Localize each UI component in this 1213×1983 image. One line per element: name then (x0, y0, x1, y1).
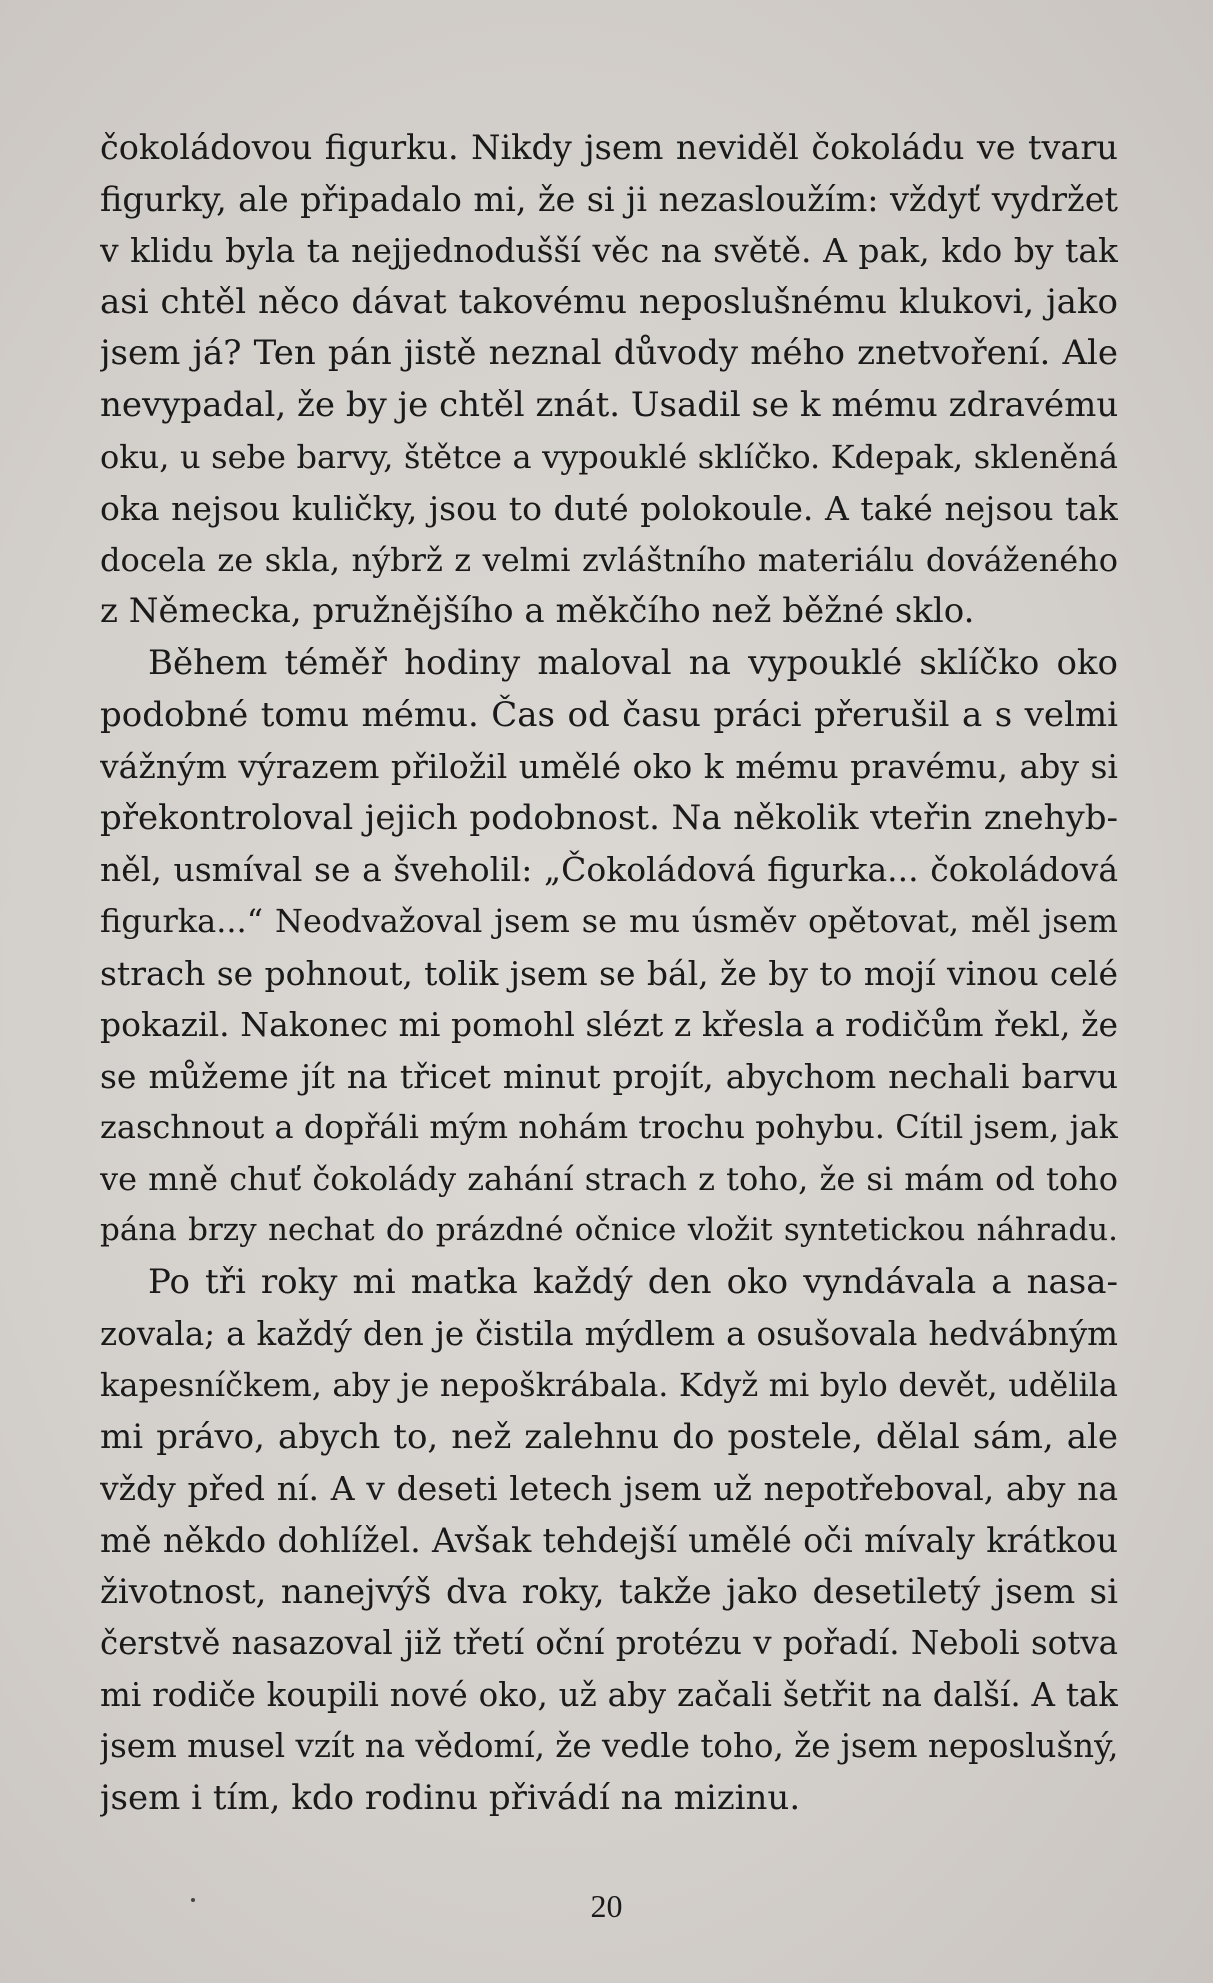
text-line: se můžeme jít na třicet minut projít, abychom nechali barvu (100, 1056, 1118, 1096)
text-line: vážným výrazem přiložil umělé oko k mému pravému, aby si (100, 747, 1118, 787)
text-line: oka nejsou kuličky, jsou to duté polokoule. A také nejsou tak (100, 489, 1118, 529)
text-line: čokoládovou figurku. Nikdy jsem neviděl čokoládu ve tvaru (100, 128, 1118, 167)
text-line: podobné tomu mému. Čas od času práci přerušil a s velmi (100, 694, 1118, 735)
page-number: 20 (590, 1888, 623, 1924)
text-line: pána brzy nechat do prázdné očnice vložit syntetickou náhradu. (100, 1212, 1118, 1249)
text-line: nevypadal, že by je chtěl znát. Usadil se k mému zdravému (100, 384, 1118, 425)
text-line: překontroloval jejich podobnost. Na několik vteřin znehyb- (100, 797, 1118, 838)
text-line: docela ze skla, nýbrž z velmi zvláštního materiálu dováženého (100, 540, 1118, 579)
text-line: asi chtěl něco dávat takovému neposlušnému klukovi, jako (100, 281, 1118, 322)
text-line: ve mně chuť čokolády zahání strach z toho, že si mám od toho (100, 1159, 1118, 1198)
text-line: Během téměř hodiny maloval na vypouklé sklíčko oko (148, 642, 1118, 683)
text-line: jsem já? Ten pán jistě neznal důvody mého znetvoření. Ale (100, 333, 1118, 374)
text-line: mě někdo dohlížel. Avšak tehdejší umělé oči mívaly krátkou (100, 1521, 1118, 1561)
text-line: oku, u sebe barvy, štětce a vypouklé sklíčko. Kdepak, skleněná (100, 437, 1118, 476)
text-line: mi právo, abych to, než zalehnu do postele, dělal sám, ale (100, 1416, 1118, 1457)
text-line: strach se pohnout, tolik jsem se bál, že by to mojí vinou celé (100, 953, 1118, 993)
text-line: vždy před ní. A v deseti letech jsem už nepotřeboval, aby na (100, 1469, 1118, 1509)
text-line: mi rodiče koupili nové oko, už aby začali šetřit na další. A tak (100, 1675, 1118, 1714)
text-line: čerstvě nasazoval již třetí oční protézu v pořadí. Neboli sotva (100, 1624, 1118, 1663)
text-line: životnost, nanejvýš dva roky, takže jako desetiletý jsem si (100, 1571, 1118, 1612)
text-line: něl, usmíval se a šveholil: „Čokoládová figurka... čokoládová (100, 850, 1118, 890)
body-text (100, 122, 1118, 1825)
text-line: pokazil. Nakonec mi pomohl slézt z křesla a rodičům řekl, že (100, 1005, 1118, 1045)
text-line: z Německa, pružnějšího a měkčího než běžné sklo. (100, 591, 975, 632)
text-line: Po tři roky mi matka každý den oko vyndávala a nasa- (148, 1262, 1118, 1303)
text-line: zovala; a každý den je čistila mýdlem a osušovala hedvábným (100, 1314, 1118, 1353)
text-line: v klidu byla ta nejjednodušší věc na světě. A pak, kdo by tak (100, 231, 1118, 271)
text-line: figurky, ale připadalo mi, že si ji nezasloužím: vždyť vydržet (100, 179, 1118, 219)
text-line: jsem i tím, kdo rodinu přivádí na mizinu. (100, 1778, 801, 1818)
text-line: zaschnout a dopřáli mým nohám trochu pohybu. Cítil jsem, jak (100, 1108, 1118, 1147)
text-line: figurka...“ Neodvažoval jsem se mu úsměv opětovat, měl jsem (100, 901, 1118, 940)
text-line: jsem musel vzít na vědomí, že vedle toho, že jsem neposlušný, (100, 1727, 1118, 1766)
text-line: kapesníčkem, aby je nepoškrábala. Když mi bylo devět, udělila (100, 1366, 1118, 1405)
